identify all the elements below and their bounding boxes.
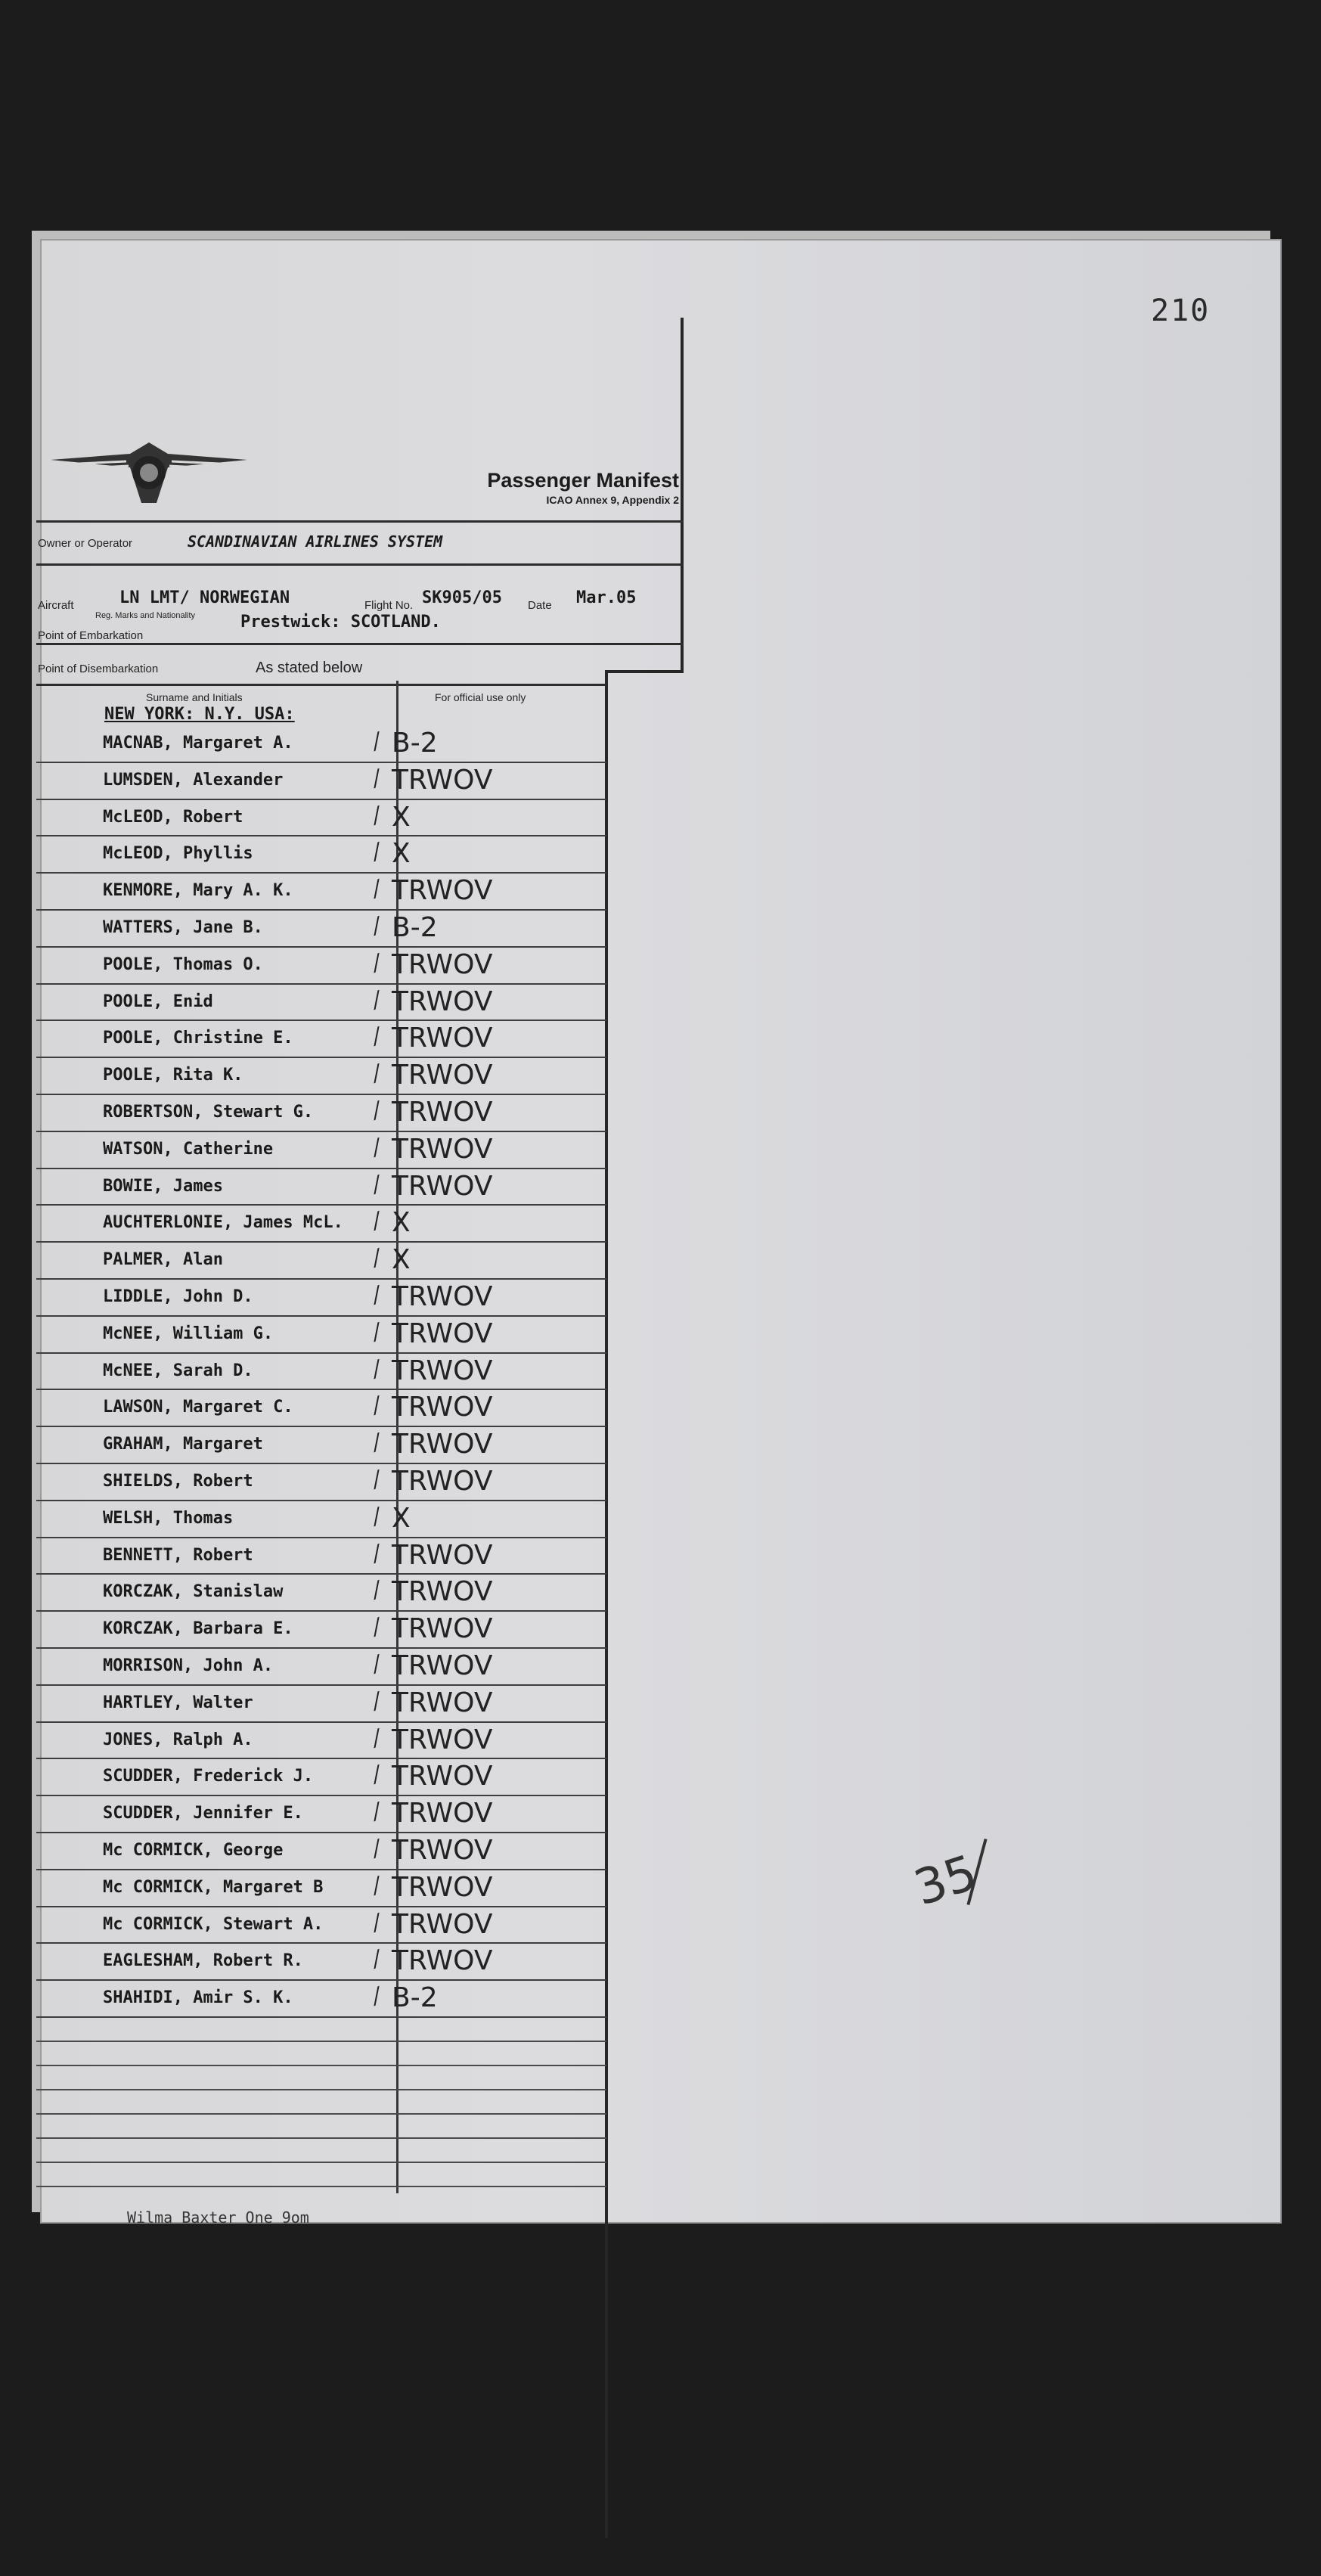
passenger-name: GRAHAM, Margaret <box>103 1435 263 1454</box>
passenger-name: PALMER, Alan <box>103 1250 223 1270</box>
empty-row <box>36 2139 606 2163</box>
official-use-mark: TRWOV <box>392 1392 493 1423</box>
table-row <box>36 1427 606 1464</box>
form-border <box>681 318 684 673</box>
flight-label: Flight No. <box>364 599 414 612</box>
official-use-mark: X <box>392 1502 411 1534</box>
passenger-name: BOWIE, James <box>103 1176 223 1196</box>
official-use-mark: TRWOV <box>392 1429 493 1460</box>
passenger-name: BENNETT, Robert <box>103 1545 253 1565</box>
table-row <box>36 1833 606 1870</box>
table-row <box>36 1612 606 1649</box>
table-row <box>36 911 606 948</box>
form-border <box>605 670 684 673</box>
check-tick-icon: ⁄ <box>371 914 383 940</box>
check-tick-icon: ⁄ <box>371 1615 383 1641</box>
official-use-mark: TRWOV <box>392 1355 493 1386</box>
passenger-name: McNEE, William G. <box>103 1324 274 1343</box>
official-use-mark: B-2 <box>392 728 438 759</box>
official-use-mark: X <box>392 1207 411 1239</box>
check-tick-icon: ⁄ <box>371 1356 383 1383</box>
table-row <box>36 1095 606 1132</box>
passenger-name: Mc CORMICK, Stewart A. <box>103 1914 324 1934</box>
passenger-name: POOLE, Thomas O. <box>103 954 263 974</box>
passenger-name: LAWSON, Margaret C. <box>103 1398 293 1417</box>
table-row <box>36 1243 606 1280</box>
passenger-name: SHIELDS, Robert <box>103 1471 253 1491</box>
table-row <box>36 1796 606 1833</box>
table-row <box>36 1501 606 1538</box>
check-tick-icon: ⁄ <box>371 1873 383 1900</box>
empty-row <box>36 2090 606 2115</box>
check-tick-icon: ⁄ <box>371 877 383 903</box>
official-use-mark: TRWOV <box>392 1761 493 1792</box>
passenger-name: LIDDLE, John D. <box>103 1286 253 1306</box>
table-row <box>36 1981 606 2018</box>
passenger-name: SCUDDER, Frederick J. <box>103 1767 314 1786</box>
table-row <box>36 1058 606 1095</box>
table-row <box>36 1169 606 1206</box>
official-use-mark: TRWOV <box>392 1170 493 1202</box>
passenger-name: Mc CORMICK, Margaret B <box>103 1877 324 1897</box>
divider <box>36 563 684 566</box>
embarkation-value: Prestwick: SCOTLAND. <box>240 613 441 632</box>
table-row <box>36 1280 606 1317</box>
check-tick-icon: ⁄ <box>371 1246 383 1272</box>
official-use-mark: TRWOV <box>392 1908 493 1940</box>
table-row <box>36 836 606 874</box>
check-tick-icon: ⁄ <box>371 1209 383 1236</box>
empty-row <box>36 2163 606 2187</box>
check-tick-icon: ⁄ <box>371 1725 383 1752</box>
check-tick-icon: ⁄ <box>371 802 383 830</box>
table-row <box>36 1944 606 1981</box>
official-use-mark: TRWOV <box>392 1060 493 1091</box>
official-use-mark: TRWOV <box>392 1724 493 1755</box>
official-use-mark: X <box>392 801 411 833</box>
check-tick-icon: ⁄ <box>371 1098 383 1125</box>
page-number: 210 <box>1151 293 1211 328</box>
official-use-mark: TRWOV <box>392 1613 493 1645</box>
airline-wings-logo-icon <box>47 431 251 514</box>
check-tick-icon: ⁄ <box>371 1504 383 1531</box>
passenger-name: MORRISON, John A. <box>103 1656 274 1675</box>
passenger-name: POOLE, Enid <box>103 992 213 1011</box>
table-row <box>36 1723 606 1760</box>
table-row <box>36 1464 606 1501</box>
date-value: Mar.05 <box>576 588 637 607</box>
table-row <box>36 1354 606 1391</box>
check-tick-icon: ⁄ <box>371 1061 383 1088</box>
official-use-mark: TRWOV <box>392 1945 493 1977</box>
destination-heading: NEW YORK: N.Y. USA: <box>104 705 295 724</box>
check-tick-icon: ⁄ <box>371 1393 383 1420</box>
empty-row <box>36 2042 606 2066</box>
table-row <box>36 948 606 985</box>
passenger-name: KENMORE, Mary A. K. <box>103 881 293 901</box>
passenger-name: AUCHTERLONIE, James McL. <box>103 1213 343 1233</box>
official-use-mark: B-2 <box>392 911 438 943</box>
official-use-mark: TRWOV <box>392 1280 493 1312</box>
table-row <box>36 763 606 800</box>
table-row <box>36 1021 606 1058</box>
passenger-name: McNEE, Sarah D. <box>103 1361 253 1380</box>
passenger-name: WELSH, Thomas <box>103 1508 234 1528</box>
divider <box>36 643 684 645</box>
passenger-name: WATTERS, Jane B. <box>103 917 263 937</box>
reg-marks-label: Reg. Marks and Nationality <box>95 611 196 620</box>
passenger-name: KORCZAK, Barbara E. <box>103 1619 293 1639</box>
passenger-name: MACNAB, Margaret A. <box>103 734 293 753</box>
table-row <box>36 1390 606 1427</box>
official-use-mark: TRWOV <box>392 1133 493 1165</box>
embarkation-label: Point of Embarkation <box>38 629 144 642</box>
check-tick-icon: ⁄ <box>371 840 383 867</box>
passenger-name: POOLE, Christine E. <box>103 1029 293 1048</box>
official-use-mark: TRWOV <box>392 1096 493 1128</box>
official-use-mark: TRWOV <box>392 1687 493 1718</box>
divider <box>36 684 606 686</box>
check-tick-icon: ⁄ <box>371 1762 383 1789</box>
official-use-mark: TRWOV <box>392 1317 493 1349</box>
check-tick-icon: ⁄ <box>371 1467 383 1494</box>
official-use-mark: TRWOV <box>392 1834 493 1866</box>
passenger-manifest-form <box>36 318 687 2227</box>
official-use-mark: TRWOV <box>392 1023 493 1054</box>
check-tick-icon: ⁄ <box>371 765 383 793</box>
footer-line: Wilma Baxter One 9om <box>127 2208 309 2227</box>
passenger-name: ROBERTSON, Stewart G. <box>103 1102 314 1122</box>
check-tick-icon: ⁄ <box>371 950 383 977</box>
check-tick-icon: ⁄ <box>371 1688 383 1715</box>
date-label: Date <box>528 599 552 612</box>
check-tick-icon: ⁄ <box>371 1319 383 1346</box>
official-use-mark: TRWOV <box>392 1871 493 1903</box>
passenger-list <box>36 726 606 2187</box>
handwritten-count: 35 <box>907 1845 984 1917</box>
empty-row <box>36 2066 606 2090</box>
check-tick-icon: ⁄ <box>371 1652 383 1678</box>
passenger-name: POOLE, Rita K. <box>103 1066 243 1085</box>
table-row <box>36 1686 606 1723</box>
form-subtitle: ICAO Annex 9, Appendix 2 <box>546 494 679 506</box>
official-use-mark: TRWOV <box>392 1576 493 1608</box>
table-row <box>36 726 606 763</box>
owner-label: Owner or Operator <box>38 537 133 550</box>
empty-row <box>36 2018 606 2042</box>
aircraft-value: LN LMT/ NORWEGIAN <box>119 588 290 607</box>
official-use-mark: TRWOV <box>392 875 493 907</box>
check-tick-icon: ⁄ <box>371 1836 383 1863</box>
divider <box>36 520 684 523</box>
check-tick-icon: ⁄ <box>371 1947 383 1974</box>
official-use-mark: B-2 <box>392 1982 438 2014</box>
check-tick-icon: ⁄ <box>371 1172 383 1199</box>
table-row <box>36 1575 606 1612</box>
table-row <box>36 1132 606 1169</box>
official-use-mark: TRWOV <box>392 1650 493 1681</box>
official-use-mark: TRWOV <box>392 985 493 1017</box>
official-use-column-header: For official use only <box>435 691 526 703</box>
disembarkation-label: Point of Disembarkation <box>38 663 159 675</box>
check-tick-icon: ⁄ <box>371 987 383 1014</box>
check-tick-icon: ⁄ <box>371 1910 383 1937</box>
table-row <box>36 1870 606 1907</box>
disembarkation-value: As stated below <box>256 660 363 676</box>
table-row <box>36 985 606 1022</box>
table-row <box>36 1759 606 1796</box>
official-use-mark: TRWOV <box>392 1539 493 1571</box>
passenger-name: McLEOD, Phyllis <box>103 844 253 864</box>
table-row <box>36 874 606 911</box>
check-tick-icon: ⁄ <box>371 1134 383 1162</box>
passenger-name: KORCZAK, Stanislaw <box>103 1582 284 1602</box>
aircraft-label: Aircraft <box>38 599 74 612</box>
check-tick-icon: ⁄ <box>371 1024 383 1051</box>
check-tick-icon: ⁄ <box>371 1430 383 1457</box>
table-row <box>36 1907 606 1944</box>
passenger-name: Mc CORMICK, George <box>103 1840 284 1860</box>
table-row <box>36 1206 606 1243</box>
official-use-mark: TRWOV <box>392 1465 493 1497</box>
official-use-mark: X <box>392 838 411 870</box>
check-tick-icon: ⁄ <box>371 1984 383 2010</box>
official-use-mark: TRWOV <box>392 948 493 980</box>
passenger-name: McLEOD, Robert <box>103 807 243 827</box>
passenger-name: WATSON, Catherine <box>103 1139 274 1159</box>
official-use-mark: TRWOV <box>392 1798 493 1830</box>
check-tick-icon: ⁄ <box>371 1283 383 1309</box>
flight-value: SK905/05 <box>422 588 502 607</box>
check-tick-icon: ⁄ <box>371 1578 383 1605</box>
table-row <box>36 1649 606 1686</box>
check-tick-icon: ⁄ <box>371 1541 383 1568</box>
empty-row <box>36 2115 606 2139</box>
passenger-name: SCUDDER, Jennifer E. <box>103 1804 303 1823</box>
official-use-mark: X <box>392 1244 411 1276</box>
names-column-header: Surname and Initials <box>146 691 243 703</box>
form-title: Passenger Manifest <box>487 469 679 492</box>
owner-value: SCANDINAVIAN AIRLINES SYSTEM <box>188 532 443 551</box>
form-title-block <box>361 469 679 506</box>
check-tick-icon: ⁄ <box>371 1799 383 1826</box>
table-row <box>36 1538 606 1575</box>
table-row <box>36 800 606 837</box>
passenger-name: HARTLEY, Walter <box>103 1693 253 1712</box>
check-tick-icon: ⁄ <box>371 729 383 756</box>
table-row <box>36 1317 606 1354</box>
passenger-name: LUMSDEN, Alexander <box>103 770 284 790</box>
official-use-mark: TRWOV <box>392 764 493 796</box>
passenger-name: EAGLESHAM, Robert R. <box>103 1951 303 1971</box>
passenger-name: JONES, Ralph A. <box>103 1730 253 1749</box>
passenger-name: SHAHIDI, Amir S. K. <box>103 1988 293 2008</box>
